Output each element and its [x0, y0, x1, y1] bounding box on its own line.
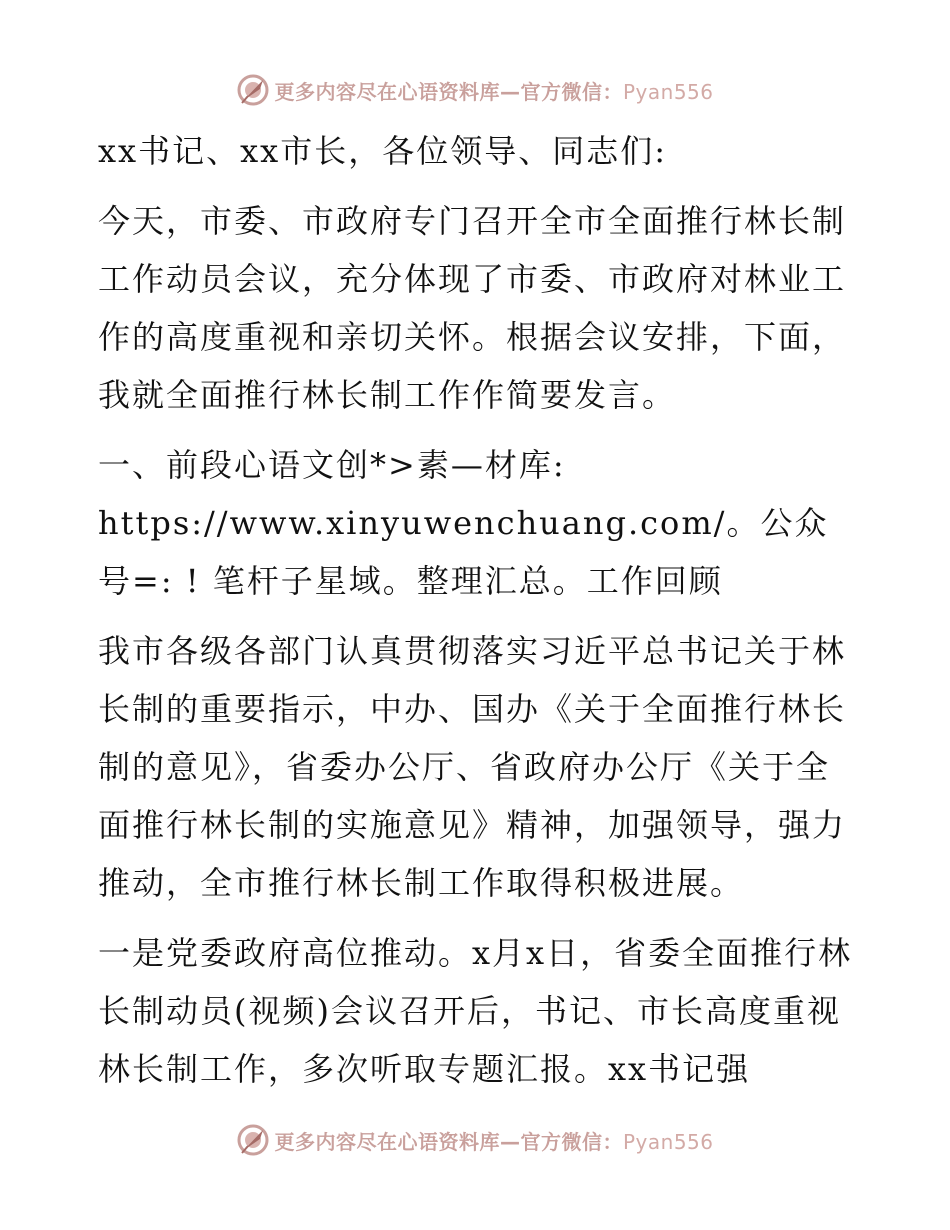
- quill-seal-icon: [236, 73, 270, 107]
- watermark-label: 更多内容尽在心语资料库—官方微信：: [274, 1129, 623, 1154]
- watermark-handle: Pyan556: [622, 1129, 714, 1154]
- section-heading-paragraph: 一、前段心语文创*>素—材库: https://www.xinyuwenchuang.com/。公众号=: ! 笔杆子星域。整理汇总。工作回顾: [98, 446, 829, 600]
- header-watermark: [0, 70, 950, 110]
- salutation-paragraph: xx书记、xx市长，各位领导、同志们:: [98, 132, 667, 170]
- document-body: [98, 122, 858, 1098]
- watermark-label: 更多内容尽在心语资料库—官方微信：: [274, 79, 623, 104]
- quill-seal-icon: [236, 1123, 270, 1157]
- review-paragraph: 我市各级各部门认真贯彻落实习近平总书记关于林长制的重要指示，中办、国办《关于全面推行林长制的意见》，省委办公厅、省政府办公厅《关于全面推行林长制的实施意见》精神，加强领导，强力推动，全市推行林长制工作取得积极进展。: [98, 632, 847, 902]
- watermark-text: [274, 76, 713, 105]
- footer-watermark: [0, 1120, 950, 1160]
- point-one-paragraph: 一是党委政府高位推动。x月x日，省委全面推行林长制动员(视频)会议召开后，书记、市长高度重视林长制工作，多次听取专题汇报。xx书记强: [98, 934, 853, 1088]
- watermark-handle: Pyan556: [622, 79, 714, 104]
- watermark-text: [274, 1126, 713, 1155]
- intro-paragraph: 今天，市委、市政府专门召开全市全面推行林长制工作动员会议，充分体现了市委、市政府对林业工作的高度重视和亲切关怀。根据会议安排，下面，我就全面推行林长制工作作简要发言。: [98, 202, 847, 414]
